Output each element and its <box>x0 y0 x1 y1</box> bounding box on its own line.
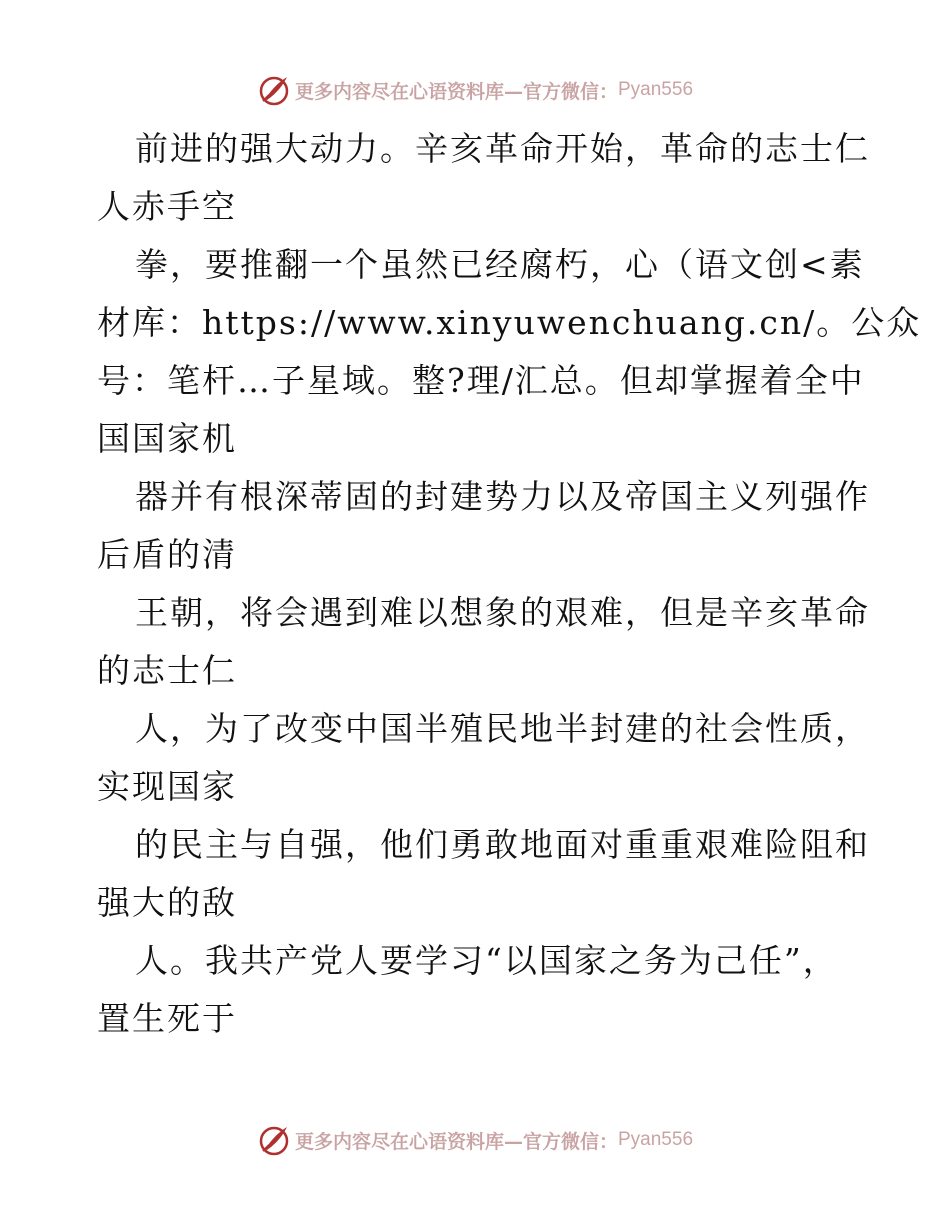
text-line: 器并有根深蒂固的封建势力以及帝国主义列强作 <box>135 477 870 516</box>
text-line: 人。我共产党人要学习“以国家之务为己任”， <box>135 941 838 980</box>
text-line: 的志士仁 <box>97 651 237 690</box>
text-line: 强大的敌 <box>97 883 237 922</box>
text-line: 王朝，将会遇到难以想象的艰难，但是辛亥革命 <box>135 593 870 632</box>
document-body <box>97 120 922 1048</box>
watermark-wechat-id: Pyan556 <box>618 79 694 100</box>
watermark-wechat-id: Pyan556 <box>618 1129 694 1150</box>
text-line: 人，为了改变中国半殖民地半封建的社会性质， <box>135 709 870 748</box>
header-watermark <box>0 68 950 112</box>
text-line: 前进的强大动力。辛亥革命开始，革命的志士仁 <box>135 129 870 168</box>
watermark-text: 更多内容尽在心语资料库—官方微信： <box>294 1130 618 1153</box>
text-line: 材库：https://www.xinyuwenchuang.cn/。公众 <box>97 303 922 342</box>
text-line: 号：笔杆…子星域。整?理/汇总。但却掌握着全中 <box>97 361 865 400</box>
text-line: 拳，要推翻一个虽然已经腐朽，心（语文创<素 <box>135 245 865 284</box>
text-line: 的民主与自强，他们勇敢地面对重重艰难险阻和 <box>135 825 870 864</box>
text-line: 国国家机 <box>97 419 237 458</box>
feather-pen-logo-icon <box>257 73 291 107</box>
text-line: 后盾的清 <box>97 535 237 574</box>
feather-pen-logo-icon <box>257 1123 291 1157</box>
watermark-text: 更多内容尽在心语资料库—官方微信： <box>294 80 618 103</box>
footer-watermark <box>0 1118 950 1162</box>
text-line: 人赤手空 <box>97 187 237 226</box>
text-line: 置生死于 <box>97 999 237 1038</box>
text-line: 实现国家 <box>97 767 237 806</box>
